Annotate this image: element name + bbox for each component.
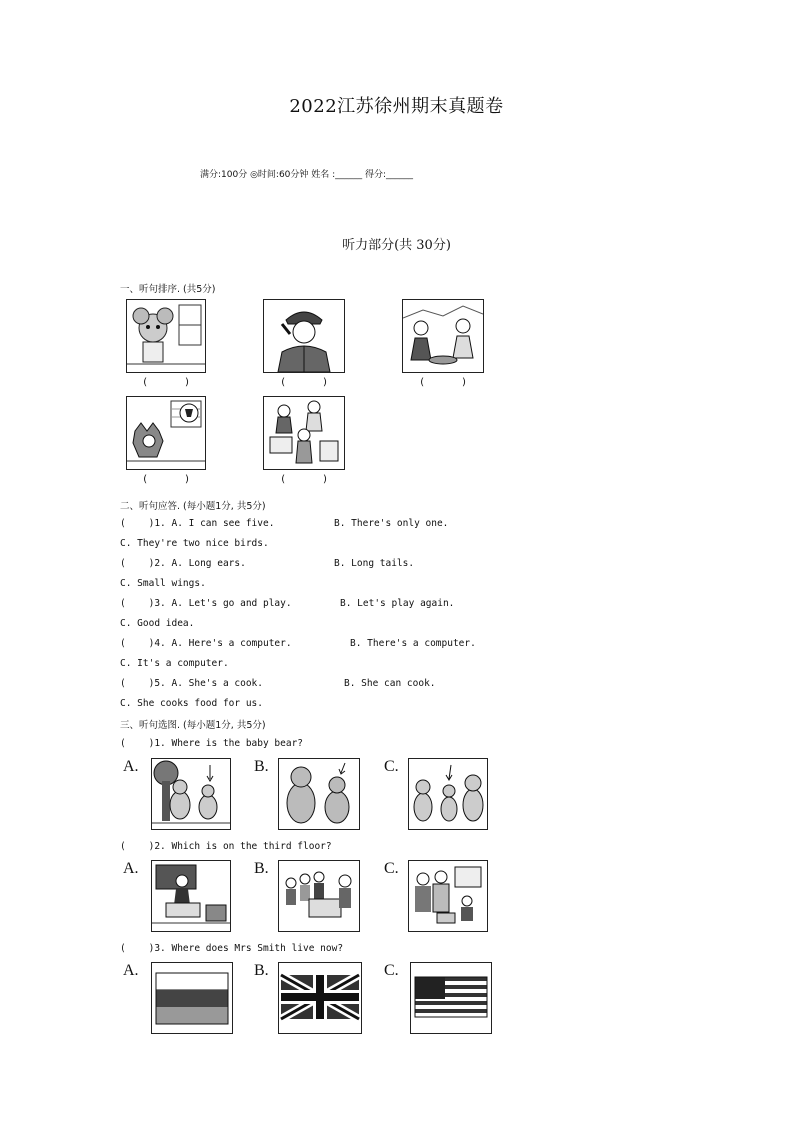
q1-option-a: ( )1. A. I can see five.	[120, 518, 275, 529]
p1-blank-4[interactable]: ( )	[142, 474, 191, 485]
usa-flag-icon[interactable]	[410, 962, 492, 1034]
p3-q2-letter-c: C.	[384, 860, 399, 877]
uk-flag-icon[interactable]	[278, 962, 362, 1034]
p3-q1-letter-b: B.	[254, 758, 269, 775]
page-title: 2022江苏徐州期末真题卷	[289, 96, 504, 117]
music-room-icon[interactable]	[278, 860, 360, 932]
family-shopping-icon	[263, 396, 345, 470]
q1-option-b: B. There's only one.	[334, 518, 449, 529]
part2-heading: 二、听句应答. (每小题1分, 共5分)	[120, 501, 266, 512]
flag-stripes-icon[interactable]	[151, 962, 233, 1034]
p3-q3-letter-c: C.	[384, 962, 399, 979]
police-officer-icon	[263, 299, 345, 373]
q4-option-c: C. It's a computer.	[120, 658, 229, 669]
q3-option-c: C. Good idea.	[120, 618, 195, 629]
teacher-office-icon[interactable]	[151, 860, 231, 932]
p3-question-3: ( )3. Where does Mrs Smith live now?	[120, 943, 344, 954]
part3-heading: 三、听句选图. (每小题1分, 共5分)	[120, 720, 266, 731]
p1-blank-5[interactable]: ( )	[280, 474, 329, 485]
bears-tree-icon[interactable]	[151, 758, 231, 830]
q4-option-a: ( )4. A. Here's a computer.	[120, 638, 292, 649]
q3-option-b: B. Let's play again.	[340, 598, 455, 609]
p3-q2-letter-a: A.	[123, 860, 139, 877]
three-bears-icon[interactable]	[408, 758, 488, 830]
p3-q1-letter-a: A.	[123, 758, 139, 775]
listening-section-title: 听力部分(共 30分)	[342, 238, 451, 253]
mouse-cartoon-icon	[126, 299, 206, 373]
p3-q1-letter-c: C.	[384, 758, 399, 775]
p1-blank-3[interactable]: ( )	[419, 377, 468, 388]
p1-blank-1[interactable]: ( )	[142, 377, 191, 388]
library-room-icon[interactable]	[408, 860, 488, 932]
q2-option-c: C. Small wings.	[120, 578, 206, 589]
q2-option-a: ( )2. A. Long ears.	[120, 558, 246, 569]
picnic-children-icon	[402, 299, 484, 373]
p3-question-1: ( )1. Where is the baby bear?	[120, 738, 304, 749]
p3-q2-letter-b: B.	[254, 860, 269, 877]
p3-q3-letter-b: B.	[254, 962, 269, 979]
p3-question-2: ( )2. Which is on the third floor?	[120, 841, 332, 852]
q4-option-b: B. There's a computer.	[350, 638, 476, 649]
hedgehog-soccer-icon	[126, 396, 206, 470]
score-info-line: 满分:100分 ◎时间:60分钟 姓名 :______ 得分:______	[200, 170, 414, 180]
q3-option-a: ( )3. A. Let's go and play.	[120, 598, 292, 609]
part1-heading: 一、听句排序. (共5分)	[120, 284, 216, 295]
q5-option-b: B. She can cook.	[344, 678, 436, 689]
q2-option-b: B. Long tails.	[334, 558, 415, 569]
two-bears-icon[interactable]	[278, 758, 360, 830]
p1-blank-2[interactable]: ( )	[280, 377, 329, 388]
q5-option-c: C. She cooks food for us.	[120, 698, 263, 709]
p3-q3-letter-a: A.	[123, 962, 139, 979]
q5-option-a: ( )5. A. She's a cook.	[120, 678, 263, 689]
q1-option-c: C. They're two nice birds.	[120, 538, 269, 549]
